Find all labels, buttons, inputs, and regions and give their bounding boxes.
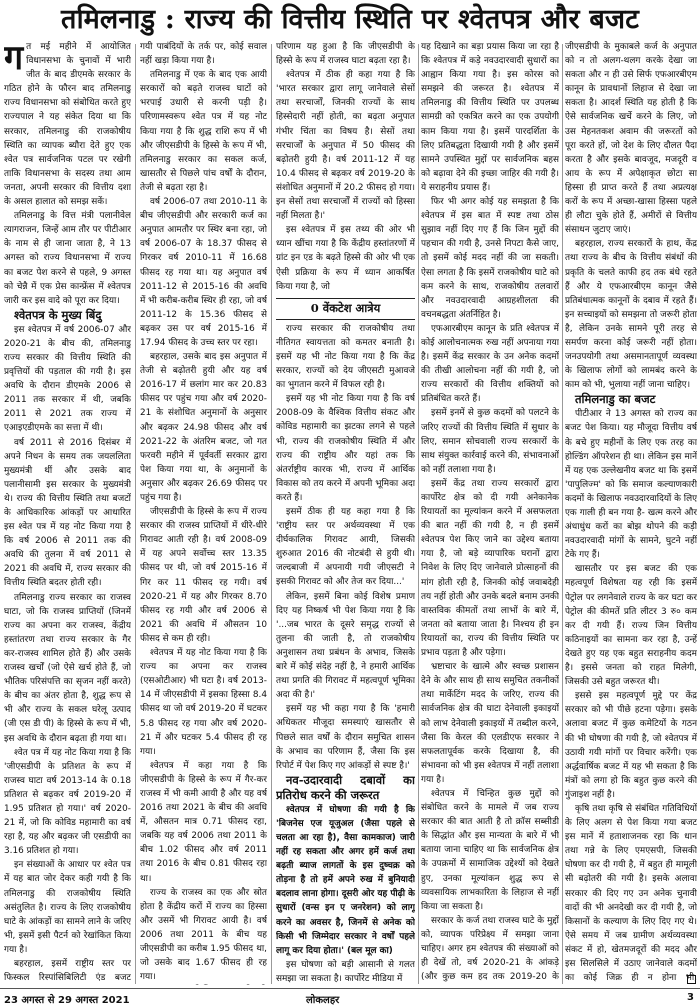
article-end-mark-icon — [687, 975, 696, 984]
paragraph: खासतौर पर इस बजट की एक महत्वपूर्ण विशेषता यह रही कि इसमें पेट्रोल पर लगनेवाले राज्य के कर घटा कर पेट्रोल की कीमतें प्रति लीटर 3 रु० कम कर दी गयी हैं। राज्य जिन वित्तीय कठिनाइयों का सामना कर रहा है, उन्हें देखते हुए यह एक बहुत सराहनीय कदम है। इससे जनता को राहत मिलेगी, जिसकी उसे बहुत जरूरत थी। — [565, 564, 697, 688]
paragraph: तमिलनाडु में एक के बाद एक आयी सरकारों को बढ़ते राजस्व घाटों को भरपाई उधारी से करनी पड़ी है। परिणामस्वरूप श्वेत पत्र में यह नोट किया गया है कि शुद्ध राशि रूप में भी और जीएसडीपी के हिस्से के रूप में भी, तमिलनाडु सरकार का सकल कर्ज, खासतौर से पिछले पांच वर्षों के दौरान, तेजी से बढ़ता रहा है। — [140, 70, 267, 193]
subheading-neoliberal-pressure: नव-उदारवादी दबावों का प्रतिरोध करने की जरूरत — [276, 772, 415, 802]
paragraph: श्वेतपत्र में चिन्हित कुछ मुद्दों को संबोधित करने के मामले में जब राज्य सरकार की बात आती है तो क्रॉस सब्सीडी के सिद्धांत और इस मान्यता के बारे में भी बताया जाना चाहिए था कि सार्वजनिक क्षेत्र के उपक्रमों में सामाजिक उद्देश्यों को देखते हुए, उनका मूल्यांकन शुद्ध रूप से व्यवसायिक लाभकारिता के लिहाज से नहीं किया जा सकता है। — [421, 788, 559, 912]
paragraph: इस श्वेतपत्र में वर्ष 2006-07 और 2020-21 के बीच की, तमिलनाडु राज्य सरकार की वित्तीय स्थिति की प्रवृत्तियों की पड़ताल की गयी है। इस अवधि के दौरान डीएमके 2006 से 2011 तक सरकार में थी, जबकि 2011 से 2021 तक राज्य में एआइएडीएमके का सत्ता में थी। — [4, 324, 131, 434]
column-rule — [271, 44, 272, 984]
page-footer — [0, 988, 700, 1008]
subheading-revenue-expenditure — [140, 984, 267, 985]
byline-rule — [276, 319, 415, 320]
paragraph: कृषि तथा कृषि से संबंधित गतिविधियों के लिए अलग से पेश किया गया बजट इस मानें में हताशाजनक रहा कि धान तथा गन्ने के लिए एमएसपी, जिसकी घोषणा कर दी गयी है, में बहुत ही मामूली सी बढ़ोतरी की गयी है। इसके अलावा सरकार की दिए गए उन अनेक चुनावी वादों की भी अनदेखी कर दी गयी है, जो किसानों के कल्याण के लिए दिए गए थे। ऐसे समय में जब ग्रामीण अर्थव्यवस्था संकट में हो, खेतमजदूरों की मदद और इस सिलसिले में उठाए जानेवाले कदमों का कोई जिक्र ही न होना भी, — [565, 803, 697, 984]
byline-rule — [276, 298, 415, 299]
drop-cap: ग — [4, 40, 24, 78]
paragraph: श्वेत पत्र में यह नोट किया गया है कि 'जीएसडीपी के प्रतिशत के रूप में राजस्व घाटा वर्ष 2013-14 के 0.18 प्रतिशत से बढ़कर वर्ष 2019-20 में 1.95 प्रतिशत हो गया।' वर्ष 2020-21 में, जो कि कोविड महामारी का वर्ष रहा है, यह और बढ़कर जी एसडीपी का 3.16 प्रतिशत हो गया। — [4, 747, 131, 857]
paragraph: बहरहाल, राज्य सरकारों के हाथ, केंद्र तथा राज्य के बीच के वित्तीय संबंधों की प्रकृति के चलते काफी हद तक बंधे रहते हैं और ये एफआरबीएम कानून जैसे प्रतिबंधात्मक कानूनों के दबाव में रहते हैं। इन सच्चाइयों को समझना तो जरूरी होता है, लेकिन उनके सामने पूरी तरह से समर्पण करना कोई जरूरी नहीं होता। जनउपयोगी तथा असमानतापूर्ण व्यवस्था के खिलाफ लोगों को लामबंद करने के काम को भी, भुलाया नहीं जाना चाहिए। — [565, 239, 697, 391]
paragraph: इसमें ठीक ही यह कहा गया है कि 'राष्ट्रीय स्तर पर अर्थव्यवस्था में एक दीर्घकालिक गिरावट आयी, जिसकी शुरुआत 2016 की नोटबंदी से हुयी थी। जल्दबाजी में अपनायी गयी जीएसटी ने इसकी गिरावट को और तेज कर दिया...' — [276, 507, 415, 588]
paragraph-emphasis: श्वेतपत्र में घोषणा की गयी है कि 'बिजनेस एज यूजुअल (जैसा पहले से चलता आ रहा है), वैसा कामकाज) जारी नहीं रह सकता और अगर हमें कर्ज तथा बढ़ती ब्याज लागतों के इस दुष्चक्र को तोड़ना है तो हमें अपने रुख में बुनियादी बदलाव लाना होगा। दूसरी ओर यह पीढ़ी के सुधारों (वन्स इन ए जनरेशन) को लागू करने का अवसर है, जिनमें से अनेक को किसी भी जिम्मेदार सरकार ने वर्षों पहले लागू कर दिया होता।' (बल मूल का) — [276, 804, 415, 956]
headline: तमिलनाडु : राज्य की वित्तीय स्थिति पर श्वेतपत्र और बजट — [60, 4, 640, 35]
paragraph: गयी पाबंदियों के तर्क पर, कोई सवाल नहीं खड़ा किया गया है। — [140, 42, 267, 67]
paragraph: इसमें यह भी कहा गया है कि 'हमारी अधिकतर मौजूदा समस्याएं खासतौर से पिछले सात वर्षों के दौरान समुचित शासन के अभाव का परिणाम हैं, जैसा कि इस रिपोर्ट में पेश किए गए आंकड़ों से स्पष्ट है।' — [276, 704, 415, 771]
paragraph: बहरहाल, इसमें राष्ट्रीय स्तर पर फिस्कल रिस्पांसिबिलिटी एंड बजट — [4, 959, 131, 984]
subheading-tamilnadu-budget: तमिलनाडु का बजट — [575, 392, 656, 407]
paragraph: श्वेतपत्र में यह नोट किया गया है कि राज्य का अपना कर राजस्व (एसओटीआर) भी घटा है। वर्ष 2013-14 में जीएसडीपी में इसका हिस्सा 8.4 फीसद था जो वर्ष 2019-20 में घटकर 5.8 फीसद रह गया और वर्ष 2020-21 में और घटकर 5.4 फीसद ही रह गया। — [140, 648, 267, 757]
paragraph: वर्ष 2011 से 2016 दिसंबर में अपने निधन के समय तक जयललिता मुख्यमंत्री थीं और उसके बाद पलानीसामी इस सरकार के मुख्यमंत्री थे। राज्य की वित्तीय स्थिति तथा बजटों के आधिकारिक आंकड़ों पर आधारित इस श्वेत पत्र में यह नोट किया गया है कि वर्ष 2006 से 2011 तक की अवधि की तुलना में वर्ष 2011 से 2021 की अवधि में, राज्य सरकार की वित्तीय स्थिति बदतर होती रही। — [4, 437, 131, 589]
paragraph: सरकार के कर्ज तथा राजस्व घाटे के मुद्दों को, व्यापक परिप्रेक्ष्य में समझा जाना चाहिए। अगर हम श्वेतपत्र की संख्याओं को ही देखें तो, वर्ष 2020-21 के आंकड़े (और कुछ कम हद तक 2019-20 के — [421, 915, 559, 983]
paragraph: परिणाम यह हुआ है कि जीएसडीपी के हिस्से के रूप में राजस्व घाटा बढ़ता रहा है। — [276, 42, 415, 67]
article-column-3 — [276, 40, 415, 985]
paragraph: जीएसडीपी के हिस्से के रूप में राज्य सरकार की राजस्व प्राप्तियों में धीरे-धीरे गिरावट आती रही है। वर्ष 2008-09 में यह अपने सर्वोच्च स्तर 13.35 फीसद पर थी, जो वर्ष 2015-16 में गिर कर 11 फीसद रह गयी। वर्ष 2020-21 में यह और गिरकर 8.70 फीसद रह गयी और वर्ष 2006 से 2021 की अवधि में औसतन 10 फीसद से कम ही रही। — [140, 507, 267, 644]
paragraph: श्वेतपत्र में कहा गया है कि जीएसडीपी के हिस्से के रूप में गैर-कर राजस्व में भी कमी आयी है और यह वर्ष 2016 तथा 2021 के बीच की अवधि में, औसतन मात्र 0.71 फीसद रहा, जबकि यह वर्ष 2006 तथा 2011 के बीच 1.02 फीसद और वर्ष 2011 तथा 2016 के बीच 0.81 फीसद रहा था। — [140, 760, 267, 884]
paragraph: राज्य सरकार की राजकोषीय तथा नीतिगत स्वायत्तता को कमतर बनाती है। इसमें यह भी नोट किया गया है कि केंद्र सरकार, राज्यों को देय जीएसटी मुआवजे का भुगतान करने में विफल रही है। — [276, 323, 415, 391]
paragraph: वर्ष 2006-07 तथा 2010-11 के बीच जीएसडीपी और सरकारी कर्ज का अनुपात आमतौर पर स्थिर बना रहा, जो वर्ष 2006-07 के 18.37 फीसद से गिरकर वर्ष 2010-11 में 16.68 फीसद रह गया था। यह अनुपात वर्ष 2011-12 से 2015-16 की अवधि में भी करीब-करीब स्थिर ही रहा, जो वर्ष 2011-12 के 15.36 फीसद से बढ़कर उस पर वर्ष 2015-16 में 17.94 फीसद के उच्च स्तर पर रहा। — [140, 197, 267, 348]
column-rule — [135, 44, 136, 984]
paragraph: इसमें यह भी नोट किया गया है कि वर्ष 2008-09 के वैश्विक वित्तीय संकट और कोविड महामारी का झटका लगने से पहले भी, राज्य की राजकोषीय स्थिति में और राज्य की राष्ट्रीय और यहां तक कि अंतर्राष्ट्रीय कारक भी, राज्य में आर्थिक विकास को तय करने में अपनी भूमिका अदा करते हैं। — [276, 394, 415, 503]
paragraph: इसमें केंद्र तथा राज्य सरकारों द्वारा कार्पोरेट क्षेत्र को दी गयी अनेकानेक रियायतों का मूल्यांकन करने में असफलता की बात नहीं की गयी है, न ही इसमें श्वेतपत्र पेश किए जाने का उद्देश्य बताया गया है, जो बड़े व्यापारिक घरानों द्वारा निवेश के लिए दिए जानेवाले प्रोत्साहनों की मांग होती रही है, जिनकी कोई जवाबदेही तय नहीं होती और उनके बदले बनाम उनकी वास्तविक कीमतों तथा लाभों के बारे में, जनता को बताया जाता है। निश्चय ही इन रियायतों का, राज्य की वित्तीय स्थिति पर प्रभाव पड़ता है और पड़ेगा। — [421, 478, 559, 659]
subheading-white-paper-points: श्वेतपत्र के मुख्य बिंदु — [14, 307, 102, 322]
paragraph: भ्रष्टाचार के खात्मे और स्वच्छ प्रशासन देने के और साथ ही साथ समुचित तकनीकों तथा मार्केटिंग मदद के जरिए, राज्य की सार्वजनिक क्षेत्र की घाटा देनेवाली इकाइयों को लाभ देनेवाली इकाइयों में तब्दील करने, जैसा कि केरल की एलडीएफ सरकार ने सफलतापूर्वक करके दिखाया है, की संभावना को भी इस श्वेतपत्र में नहीं तलाशा गया है। — [421, 662, 559, 785]
paragraph: इससे इस महत्वपूर्ण मुद्दे पर केंद्र सरकार को भी पीछे हटना पड़ेगा। इसके अलावा बजट में कुछ कमेटियों के गठन की भी घोषणा की गयी है, जो श्वेतपत्र में उठायी गयी मांगों पर विचार करेंगी। एक अर्द्धवार्षिक बजट में यह भी सकता है कि मंत्रों को लगा हो कि बहुत कुछ करने की गुंजाइश नहीं है। — [565, 691, 697, 800]
paragraph: तमिलनाडु राज्य सरकार का राजस्व घाटा, जो कि राजस्व प्राप्तियों (जिनमें राज्य का अपना कर राजस्व, केंद्रीय हस्तांतरण तथा राज्य सरकार के गैर कर-राजस्व शामिल होते हैं) और उसके राजस्व खर्चों (जो ऐसे खर्च होते हैं, जो भौतिक परिसंपत्ति का सृजन नहीं करते) के बीच का अंतर होता है, शुद्ध रूप से भी और राज्य के सकल घरेलू उत्पाद (जी एस डी पी) के हिस्से के रूप में भी, इस अवधि के दौरान बढ़ता ही गया था। — [4, 592, 131, 744]
paragraph: तमिलनाडु के वित्त मंत्री पलानीवेल त्यागराजन, जिन्हें आम तौर पर पीटीआर के नाम से ही जाना जाता है, ने 13 अगस्त को राज्य विधानसभा में राज्य का बजट पेश करने से पहले, 9 अगस्त को चेन्नै में एक प्रेस कान्फ्रेंस में श्वेतपत्र जारी कर इस वादे को पूरा कर दिया। — [4, 211, 131, 306]
paragraph: इन संख्याओं के आधार पर श्वेत पत्र में यह बात जोर देकर कही गयी है कि तमिलनाडु की राजकोषीय स्थिति असंतुलित है। राज्य के लिए राजकोषीय घाटे के आंकड़ों का सामने लाने के जरिए भी, इसमें इसी पैटर्न को रेखांकित किया गया है। — [4, 860, 131, 955]
lead-paragraph: गत मई महीने में आयोजित विधानसभा के चुनावों में भारी जीत के बाद डीएमके सरकार के गठित होने के फौरन बाद तमिलनाडु राज्य विधानसभा को संबोधित करते हुए राज्यपाल ने यह संकेत दिया था कि सरकार, तमिलनाडु की राजकोषीय स्थिति का व्यापक ब्यौरा देते हुए एक श्वेत पत्र सार्वजनिक पटल पर रखेगी ताकि विधानसभा के सदस्य तथा आम जनता, अपनी सरकार की वित्तीय दशा के असल हालात को समझ सकें। — [4, 40, 131, 208]
article-column-5 — [565, 40, 697, 985]
column-rule — [418, 44, 419, 984]
paragraph: लेकिन, इसमें बिना कोई विशेष प्रमाण दिए यह निष्कर्ष भी पेश किया गया है कि '...जब भारत के दूसरे समृद्ध राज्यों से तुलना की जाती है, तो राजकोषीय अनुशासन तथा प्रबंधन के अभाव, जिसके बारे में कोई संदेह नहीं है, ने हमारी आर्थिक तथा प्रगति की गिरावट में महत्वपूर्ण भूमिका अदा की है।' — [276, 591, 415, 701]
paragraph: इसमें इनमें से कुछ कदमों को पलटने के जरिए राज्यों की वित्तीय स्थिति में सुधार के लिए, समान सोचवाली राज्य सरकारों के साथ संयुक्त कार्रवाई करने की, संभावनाओं को नहीं तलाशा गया है। — [421, 408, 559, 475]
article-column-1 — [4, 40, 131, 985]
paragraph: पीटीआर ने 13 अगस्त को राज्य का बजट पेश किया। यह मौजूदा वित्तीय वर्ष के बचे हुए महीनों के लिए एक तरह का होल्डिंग ऑपरेशन ही था। लेकिन इस मानें में यह एक उल्लेखनीय बजट था कि इसमें 'पापुलिज्म' को कि समाज कल्याणकारी कदमों के खिलाफ नवउदारवादियों के लिए एक गाली ही बन गया है- खत्म करने और अंधाधुंध करों का बोझ थोपने की कड़ी नवउदारवादी मांगों के सामने, घुटने नहीं टेके गए हैं। — [565, 409, 697, 561]
issue-date: 23 अगस्त से 29 अगस्त 2021 — [4, 995, 130, 1006]
paragraph: जीएसडीपी के मुकाबले कर्ज के अनुपात को न तो अलग-थलग करके देखा जा सकता और न ही उसे सिर्फ एफआरबीएम कानून के प्रावधानों लिहाज से देखा जा सकता है। आदर्श स्थिति यह होती है कि ऐसे सार्वजनिक खर्चे करने के लिए, जो उस मेहनतकश अवाम की जरूरतों को पूरा करते हों, जो देश के लिए दौलत पैदा करता है और इसके बावजूद, मजदूरी व आय के रूप में अपेक्षाकृत छोटा सा हिस्सा ही प्राप्त करते हैं तथा अप्रत्यक्ष करों के रूप में अच्छा-खासा हिस्सा पहले ही लौटा चुके होते हैं, अमीरों से वित्तीय संसाधन जुटाए जाएं। — [565, 42, 697, 236]
publication-name: लोकलहर — [306, 995, 340, 1006]
article-column-4 — [421, 40, 559, 985]
paragraph: बहरहाल, उसके बाद इस अनुपात में तेजी से बढ़ोतरी हुयी और यह वर्ष 2016-17 में छलांग मार कर 20.83 फीसद पर पहुंच गया और वर्ष 2020-21 के संशोधित अनुमानों के अनुसार और बढ़कर 24.98 फीसद और वर्ष 2021-22 के अंतरिम बजट, जो गत फरवरी महीने में पूर्ववर्ती सरकार द्वारा पेश किया गया था, के अनुमानों के अनुसार और बढ़कर 26.69 फीसद पर पहुंच गया है। — [140, 352, 267, 503]
paragraph: फिर भी अगर कोई यह समझता है कि श्वेतपत्र में इस बात में स्पष्ट तथा ठोस सुझाव नहीं दिए गए हैं कि जिन मुद्दों की पहचान की गयी है, उनसे निपटा कैसे जाए, तो इसमें कोई मदद नहीं की जा सकती। ऐसा लगता है कि इसमें राजकोषीय घाटे को कम करने के साथ, राजकोषीय तलवारों और नवउदारवादी आग्रहशीलता की वचनबद्धता अंतर्निहित है। — [421, 197, 559, 320]
paragraph: इस घोषणा को बड़ी आसानी से गलत समझा जा सकता है। कार्पोरेट मीडिया में — [276, 959, 415, 984]
paragraph: श्वेतपत्र में ठीक ही कहा गया है कि 'भारत सरकार द्वारा लागू जानेवाले सेसों तथा सरचार्जों, जिनकी राज्यों के साथ हिस्सेदारी नहीं होती, का बढ़ता अनुपात गंभीर चिंता का विषय है। सेसों तथा सरचार्जों के अनुपात में 50 फीसद की बढ़ोतरी हुयी है। वर्ष 2011-12 में यह 10.4 फीसद से बढ़कर वर्ष 2019-20 के संशोधित अनुमानों में 20.2 फीसद हो गया। इन सेसों तथा सरचार्जों में राज्यों को हिस्सा नहीं मिलता है।' — [276, 70, 415, 222]
paragraph: एफआरबीएम कानून के प्रति श्वेतपत्र में कोई आलोचनात्मक रुख नहीं अपनाया गया है। इसमें केंद्र सरकार के उन अनेक कदमों की तीखी आलोचना नहीं की गयी है, जो राज्य सरकारों की वित्तीय शक्तियों को प्रतिबंधित करते हैं। — [421, 323, 559, 405]
author-byline: 0 वेंकटेश आत्रेय — [310, 300, 381, 315]
paragraph: राज्य के राजस्व का एक और स्रोत होता है केंद्रीय करों में राज्य का हिस्सा और उसमें भी गिरावट आयी है। वर्ष 2006 तथा 2011 के बीच यह जीएसडीपी का करीब 1.95 फीसद था, जो उसके बाद 1.67 फीसद ही रह गया। — [140, 887, 267, 983]
column-rule — [562, 44, 563, 984]
article-column-2 — [140, 40, 267, 985]
paragraph: इस श्वेतपत्र में इस तथ्य की ओर भी ध्यान खींचा गया है कि केंद्रीय हस्तांतरणों में ग्रांट इन एड के बढ़ते हिस्से की ओर भी एक ऐसी प्रक्रिया के रूप में ध्यान आकर्षित किया गया है, जो — [276, 225, 415, 292]
paragraph: यह दिखाने का बड़ा प्रयास किया जा रहा है कि श्वेतपत्र में कड़े नवउदारवादी सुधारों का आह्वान किया गया है। इस कोरस को समझने की जरूरत है। श्वेतपत्र में तमिलनाडु की वित्तीय स्थिति पर उपलब्ध सामग्री को एकत्रित करने का एक उपयोगी काम किया गया है। इसमें पारदर्शिता के लिए प्रतिबद्धता दिखायी गयी है और इसमें सामने उपस्थित मुद्दों पर सार्वजनिक बहस को बढ़ावा देने की इच्छा जाहिर की गयी है। ये सराहनीय प्रयास हैं। — [421, 42, 559, 193]
page-number: 3 — [687, 992, 694, 1003]
